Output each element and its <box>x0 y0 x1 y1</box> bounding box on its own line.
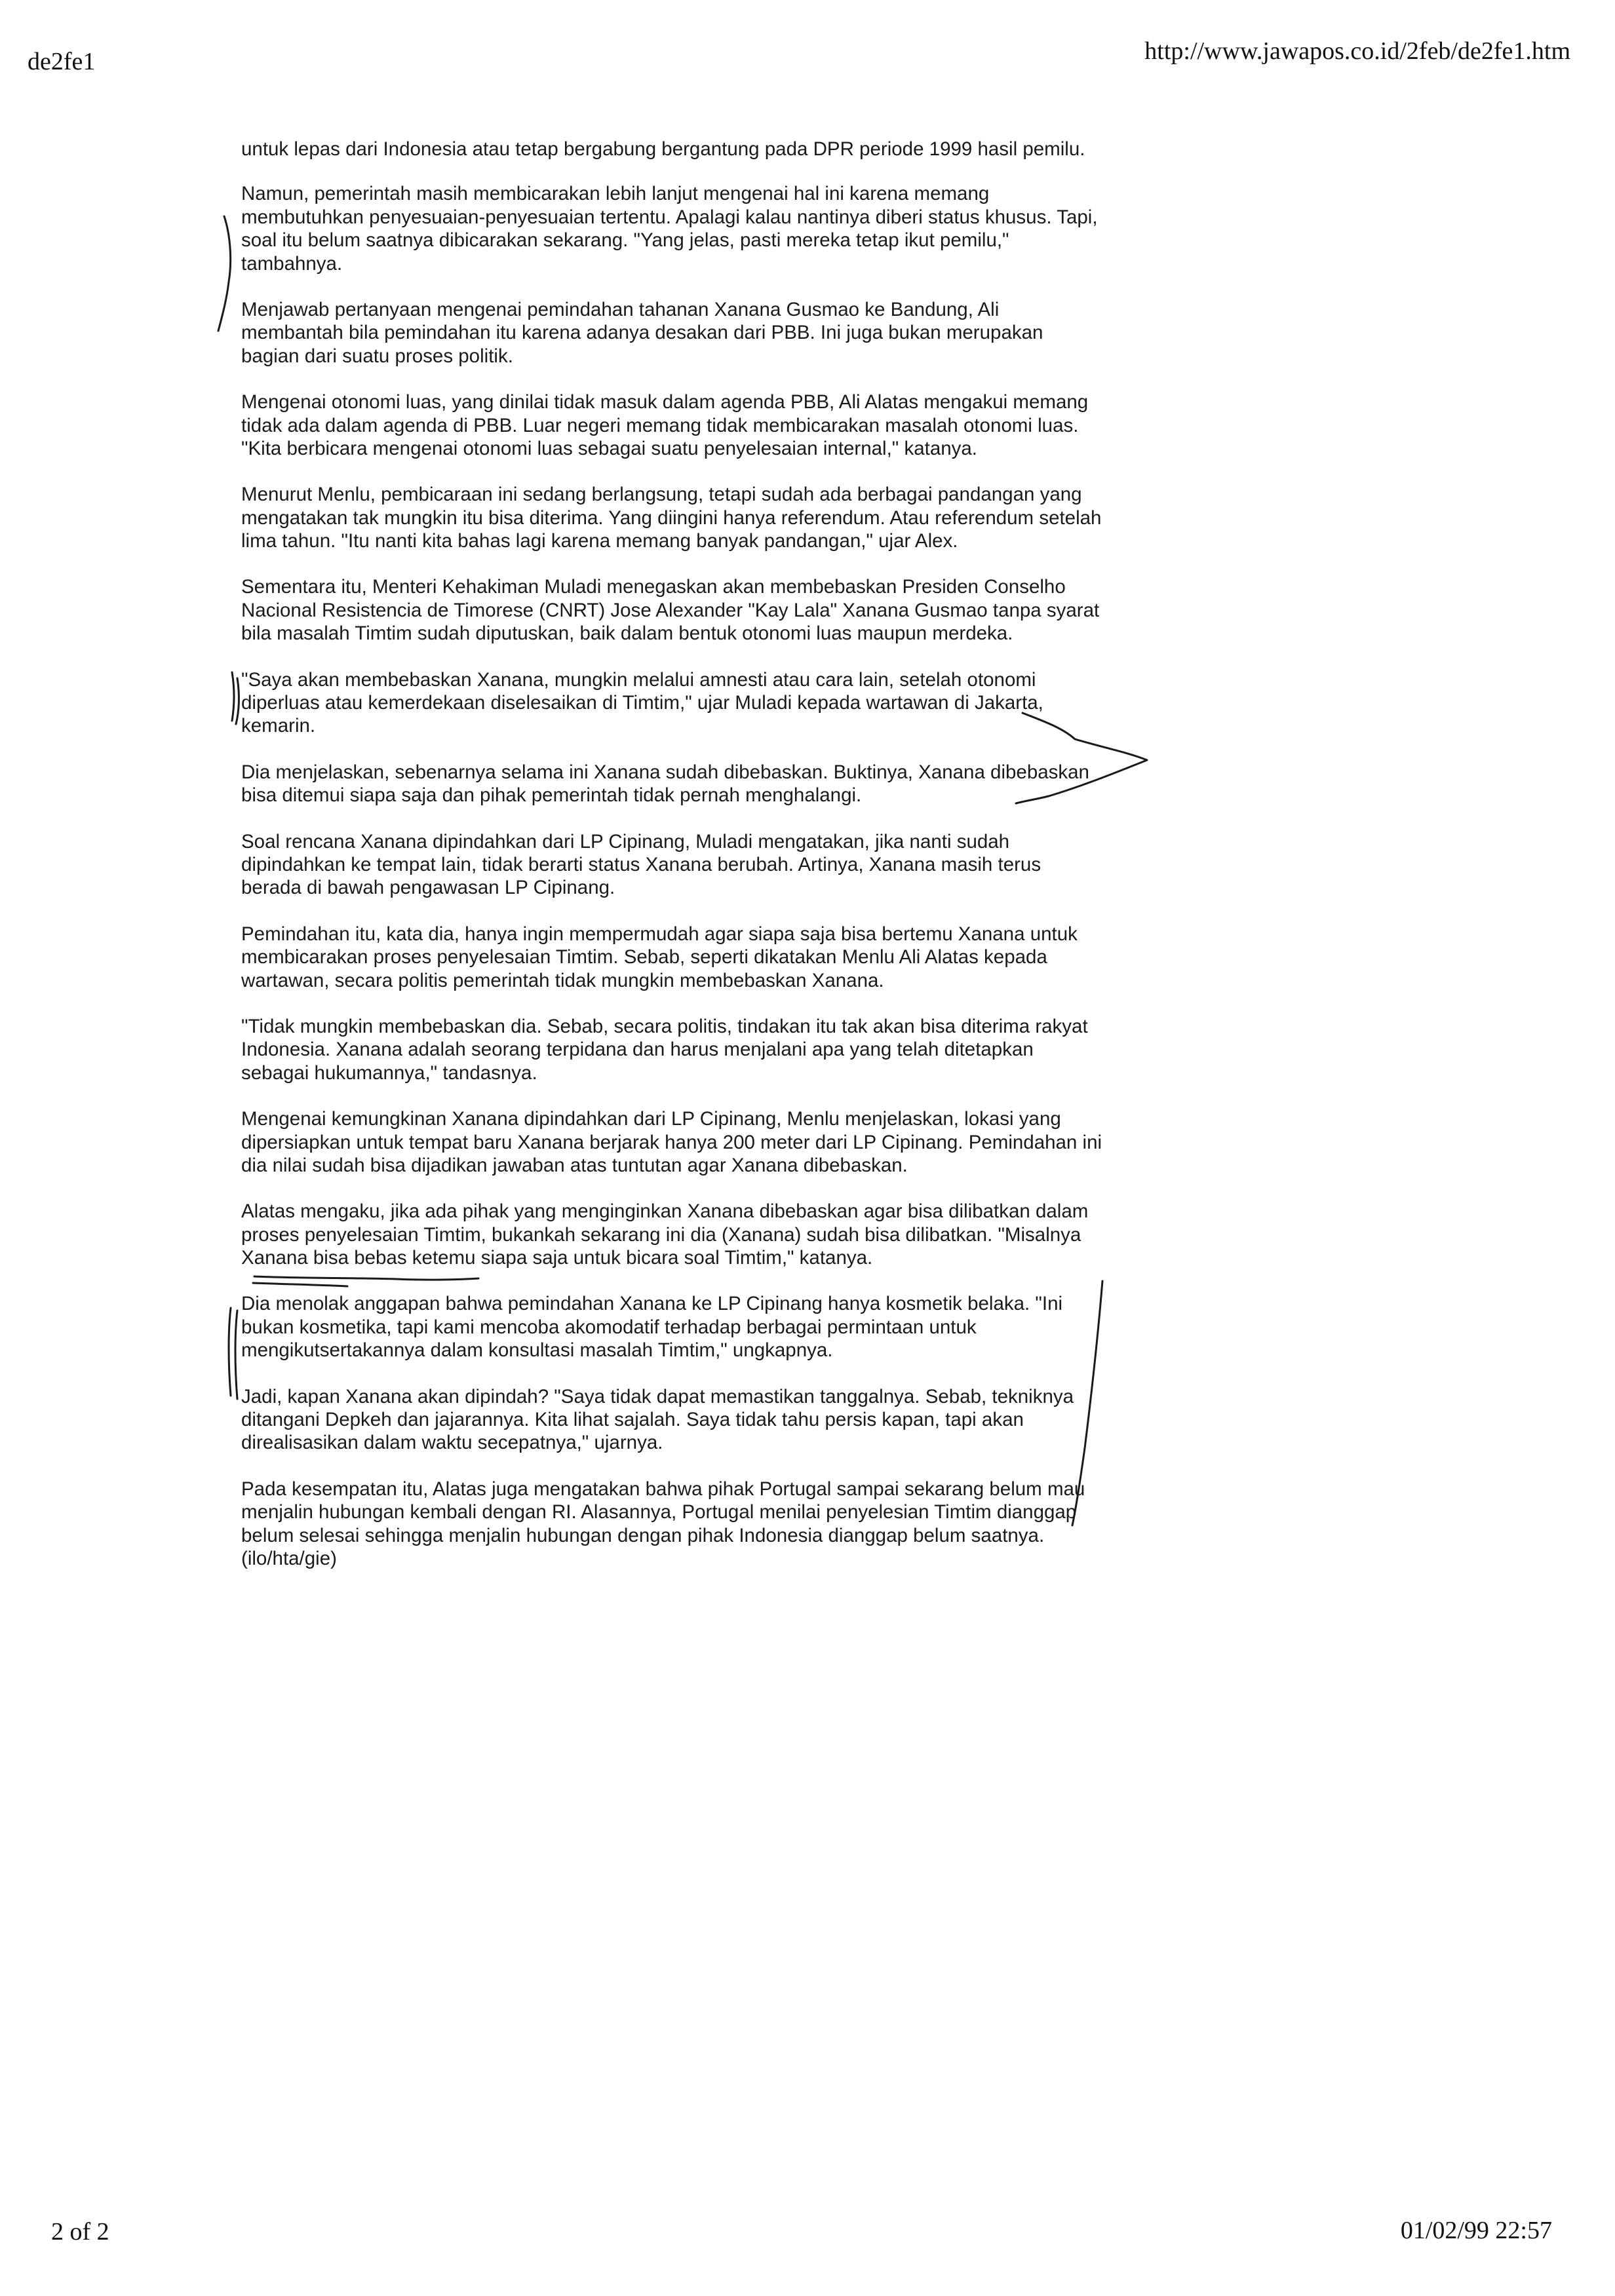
paragraph: Dia menolak anggapan bahwa pemindahan Xanana ke LP Cipinang hanya kosmetik belaka. "Ini bukan kosmetika, tapi kami mencoba akomodatif terhadap berbagai permintaan untuk mengikutsertakannya dalam konsultasi masalah Timtim," ungkapnya. <box>241 1293 1063 1362</box>
margin-bracket-mark <box>236 678 239 724</box>
paragraph: Mengenai kemungkinan Xanana dipindahkan dari LP Cipinang, Menlu menjelaskan, lokasi yang dipersiapkan untuk tempat baru Xanana berjarak hanya 200 meter dari LP Cipinang. Pemindahan ini dia nilai sudah bisa dijadikan jawaban atas tuntutan agar Xanana dibebaskan. <box>241 1108 1102 1176</box>
paragraph: Soal rencana Xanana dipindahkan dari LP Cipinang, Muladi mengatakan, jika nanti sudah dipindahkan ke tempat lain, tidak berarti status Xanana berubah. Artinya, Xanana masih terus berada di bawah pengawasan LP Cipinang. <box>241 830 1041 899</box>
paragraph: "Tidak mungkin membebaskan dia. Sebab, secara politis, tindakan itu tak akan bisa diterima rakyat Indonesia. Xanana adalah seorang terpidana dan harus menjalani apa yang telah ditetapkan sebagai hukumannya," tandasnya. <box>241 1015 1088 1084</box>
paragraph: Namun, pemerintah masih membicarakan lebih lanjut mengenai hal ini karena memang membutuhkan penyesuaian-penyesuaian tertentu. Apalagi kalau nantinya diberi status khusus. Tapi, soal itu belum saatnya dibicarakan sekarang. "Yang jelas, pasti mereka tetap ikut pemilu," tambahnya. <box>241 183 1098 275</box>
paragraph: untuk lepas dari Indonesia atau tetap bergabung bergantung pada DPR periode 1999 hasil pemilu. <box>241 138 1085 160</box>
margin-bracket-mark <box>218 216 231 331</box>
paragraph: Menjawab pertanyaan mengenai pemindahan tahanan Xanana Gusmao ke Bandung, Ali membantah bila pemindahan itu karena adanya desakan dari PBB. Ini juga bukan merupakan bagian dari suatu proses politik. <box>241 298 1043 367</box>
paragraph: Alatas mengaku, jika ada pihak yang menginginkan Xanana dibebaskan agar bisa dilibatkan dalam proses penyelesaian Timtim, bukankah sekarang ini dia (Xanana) sudah bisa dilibatkan. "Misalnya Xanana bisa bebas ketemu siapa saja untuk bicara soal Timtim," katanya. <box>241 1200 1089 1269</box>
margin-bracket-mark <box>229 1308 231 1396</box>
paragraph: Sementara itu, Menteri Kehakiman Muladi menegaskan akan membebaskan Presiden Conselho Nacional Resistencia de Timorese (CNRT) Jose Alexander "Kay Lala" Xanana Gusmao tanpa syarat bila masalah Timtim sudah diputuskan, baik dalam bentuk otonomi luas maupun merdeka. <box>241 576 1100 645</box>
document-id: de2fe1 <box>28 48 96 75</box>
article-body <box>241 138 1106 1593</box>
source-url[interactable]: http://www.jawapos.co.id/2feb/de2fe1.htm <box>1144 37 1570 65</box>
paragraph: "Saya akan membebaskan Xanana, mungkin melalui amnesti atau cara lain, setelah otonomi diperluas atau kemerdekaan diselesaikan di Timtim," ujar Muladi kepada wartawan di Jakarta, kemarin. <box>241 668 1043 737</box>
margin-bracket-mark <box>232 672 234 721</box>
paragraph: Dia menjelaskan, sebenarnya selama ini Xanana sudah dibebaskan. Buktinya, Xanana dibebaskan bisa ditemui siapa saja dan pihak pemerintah tidak pernah menghalangi. <box>241 761 1089 807</box>
paragraph: Menurut Menlu, pembicaraan ini sedang berlangsung, tetapi sudah ada berbagai pandangan yang mengatakan tak mungkin itu bisa diterima. Yang diingini hanya referendum. Atau referendum setelah lima tahun. "Itu nanti kita bahas lagi karena memang banyak pandangan," ujar Alex. <box>241 484 1102 552</box>
paragraph: Pada kesempatan itu, Alatas juga mengatakan bahwa pihak Portugal sampai sekarang belum mau menjalin hubungan kembali dengan RI. Alasannya, Portugal menilai penyelesian Timtim dianggap belum selesai sehingga menjalin hubungan dengan pihak Indonesia dianggap belum saatnya. (ilo/hta/gie) <box>241 1478 1085 1569</box>
page-number: 2 of 2 <box>51 2218 109 2246</box>
margin-bracket-mark <box>235 1311 237 1399</box>
paragraph: Pemindahan itu, kata dia, hanya ingin mempermudah agar siapa saja bisa bertemu Xanana untuk membicarakan proses penyelesaian Timtim. Sebab, seperti dikatakan Menlu Ali Alatas kepada wartawan, secara politis pemerintah tidak mungkin membebaskan Xanana. <box>241 923 1078 991</box>
paragraph: Jadi, kapan Xanana akan dipindah? "Saya tidak dapat memastikan tanggalnya. Sebab, tekniknya ditangani Depkeh dan jajarannya. Kita lihat sajalah. Saya tidak tahu persis kapan, tapi akan direalisasikan dalam waktu secepatnya," ujarnya. <box>241 1385 1074 1454</box>
print-timestamp: 01/02/99 22:57 <box>1400 2217 1552 2244</box>
paragraph: Mengenai otonomi luas, yang dinilai tidak masuk dalam agenda PBB, Ali Alatas mengakui memang tidak ada dalam agenda di PBB. Luar negeri memang tidak membicarakan masalah otonomi luas. "Kita berbicara mengenai otonomi luas sebagai suatu penyelesaian internal," katanya. <box>241 391 1089 459</box>
